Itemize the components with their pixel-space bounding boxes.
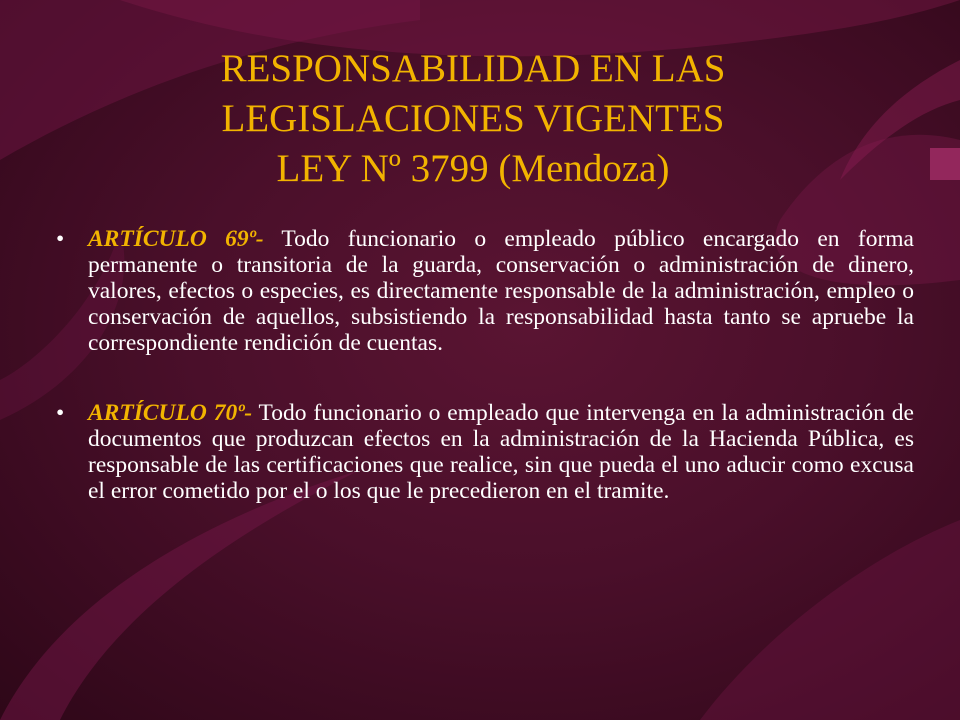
swoosh-bottom-right (700, 520, 960, 720)
article-list (56, 226, 914, 548)
article-69-text: Todo funcionario o empleado público encargado en forma permanente o transitoria de la guarda, conservación o administración de dinero, valores, efectos o especies, es directamente responsable de la administración, empleo o conservación de aquellos, subsistiendo la responsabilidad hasta tanto se apruebe la correspondiente rendición de cuentas. (88, 226, 914, 356)
title-line-1: RESPONSABILIDAD EN LAS (220, 47, 726, 90)
bullet-icon: • (56, 226, 65, 252)
title-line-3: LEY Nº 3799 (Mendoza) (276, 147, 670, 190)
bullet-icon: • (56, 400, 65, 426)
article-70 (56, 400, 914, 504)
article-70-label: ARTÍCULO 70º- (88, 400, 253, 426)
article-70-text: Todo funcionario o empleado que intervenga en la administración de documentos que produzcan efectos en la administración de la Hacienda Pública, es responsable de las certificaciones que realice, sin que pueda el uno aducir como excusa el error cometido por el o los que le precedieron en el tramite. (88, 400, 914, 504)
decorative-square (930, 148, 960, 180)
article-69 (56, 226, 914, 356)
title-line-2: LEGISLACIONES VIGENTES (221, 97, 725, 140)
page-title (120, 44, 826, 194)
article-69-label: ARTÍCULO 69º- (88, 226, 264, 252)
